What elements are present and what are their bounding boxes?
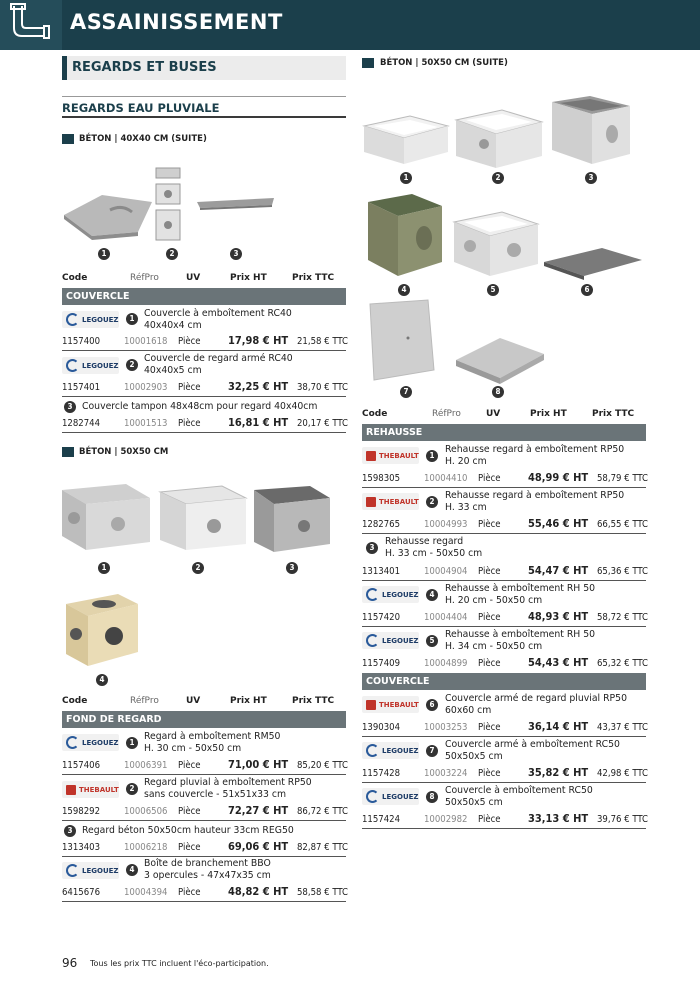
product-code: 1390304 [362, 722, 401, 733]
row-number: 3 [366, 542, 378, 554]
row-number: 3 [64, 401, 76, 413]
product-refpro: 10004410 [424, 473, 468, 484]
product-uv: Pièce [478, 722, 501, 733]
row-number: 4 [426, 589, 438, 601]
price-ttc: 86,72 € TTC [297, 806, 349, 817]
product-uv: Pièce [178, 336, 201, 347]
col-prix-ht: Prix HT [530, 409, 567, 419]
row-number: 3 [64, 825, 76, 837]
row-number: 6 [426, 699, 438, 711]
divider [62, 96, 346, 97]
brand-logo-legouez: LEGOUEZ [362, 586, 419, 603]
regard-rp50-image [160, 486, 246, 550]
image-number: 2 [192, 562, 204, 574]
row-number: 2 [126, 783, 138, 795]
product-uv: Pièce [178, 382, 201, 393]
row-divider [362, 828, 646, 829]
product-description: Rehausse à emboîtement RH 50 H. 34 cm - 50x50 cm [445, 629, 596, 652]
product-description: Couvercle armé à emboîtement RC50 50x50x5 cm [445, 739, 620, 762]
product-description: Regard béton 50x50cm hauteur 33cm REG50 [82, 825, 294, 836]
row-divider [362, 487, 646, 488]
product-description: Couvercle à emboîtement RC50 50x50x5 cm [445, 785, 593, 808]
brand-logo-legouez: LEGOUEZ [362, 632, 419, 649]
col-refpro: RéfPro [130, 273, 159, 283]
image-number: 1 [98, 562, 110, 574]
product-uv: Pièce [478, 473, 501, 484]
price-ttc: 65,32 € TTC [597, 658, 649, 669]
price-ttc: 85,20 € TTC [297, 760, 349, 771]
price-ht: 48,93 € HT [528, 610, 589, 623]
price-ht: 71,00 € HT [228, 758, 289, 771]
row-number: 4 [126, 864, 138, 876]
price-ht: 54,47 € HT [528, 564, 589, 577]
col-prix-ht: Prix HT [230, 273, 267, 283]
rehausse-reg-image [552, 96, 630, 164]
product-code: 1598305 [362, 473, 401, 484]
price-ttc: 20,17 € TTC [297, 418, 349, 429]
block-title-beton-50x50-suite: BÉTON | 50X50 CM (SUITE) [380, 58, 508, 68]
product-description: Couvercle à emboîtement RC40 40x40x4 cm [144, 308, 292, 331]
regard-rm50-image [62, 484, 150, 550]
price-ht: 48,99 € HT [528, 471, 589, 484]
image-number: 2 [492, 172, 504, 184]
price-ht: 33,13 € HT [528, 812, 589, 825]
price-ttc: 42,98 € TTC [597, 768, 649, 779]
product-code: 1157409 [362, 658, 401, 669]
product-code: 1282744 [62, 418, 101, 429]
image-number: 3 [286, 562, 298, 574]
product-uv: Pièce [478, 814, 501, 825]
category-bar-couvercle: COUVERCLE [362, 673, 646, 690]
couvercle-rc50-image [456, 338, 544, 384]
product-uv: Pièce [178, 806, 201, 817]
col-refpro: RéfPro [432, 409, 461, 419]
couvercle-rp50-image [544, 248, 642, 280]
product-uv: Pièce [178, 842, 201, 853]
col-code: Code [62, 273, 88, 283]
price-ht: 55,46 € HT [528, 517, 589, 530]
divider [62, 116, 346, 118]
image-number: 8 [492, 386, 504, 398]
row-divider [62, 350, 346, 351]
col-code: Code [62, 696, 88, 706]
price-ttc: 82,87 € TTC [297, 842, 349, 853]
row-number: 1 [126, 737, 138, 749]
product-code: 1157406 [62, 760, 101, 771]
category-bar-couvercle: COUVERCLE [62, 288, 346, 305]
product-code: 1157401 [62, 382, 101, 393]
product-code: 1157420 [362, 612, 401, 623]
image-number: 7 [400, 386, 412, 398]
block-title-beton-50x50: BÉTON | 50X50 CM [79, 447, 169, 457]
product-refpro: 10004993 [424, 519, 468, 530]
product-description: Rehausse à emboîtement RH 50 H. 20 cm - 50x50 cm [445, 583, 596, 606]
product-uv: Pièce [478, 658, 501, 669]
price-ttc: 43,37 € TTC [597, 722, 649, 733]
brand-logo-legouez: LEGOUEZ [62, 734, 119, 751]
product-code: 1598292 [62, 806, 101, 817]
product-description: Rehausse regard à emboîtement RP50 H. 20 cm [445, 444, 625, 467]
row-number: 2 [426, 496, 438, 508]
price-ht: 48,82 € HT [228, 885, 289, 898]
product-uv: Pièce [178, 887, 201, 898]
regard-reg50-image [254, 486, 330, 552]
pipe-icon [0, 0, 62, 50]
price-ht: 35,82 € HT [528, 766, 589, 779]
product-description: Couvercle de regard armé RC40 40x40x5 cm [144, 353, 293, 376]
brand-logo-thebault: THEBAULT [62, 781, 119, 798]
product-description: Couvercle armé de regard pluvial RP50 60x60 cm [445, 693, 627, 716]
image-number: 5 [487, 284, 499, 296]
price-ht: 32,25 € HT [228, 380, 289, 393]
price-ttc: 39,76 € TTC [597, 814, 649, 825]
product-uv: Pièce [478, 566, 501, 577]
product-refpro: 10002903 [124, 382, 168, 393]
brand-logo-thebault: THEBAULT [362, 696, 419, 713]
block-marker [362, 58, 374, 68]
cover-rc40-image [64, 195, 152, 240]
col-prix-ttc: Prix TTC [292, 696, 335, 706]
product-description: Boîte de branchement BBO 3 opercules - 47x47x35 cm [144, 858, 271, 881]
product-refpro: 10006391 [124, 760, 168, 771]
image-number: 2 [166, 248, 178, 260]
col-uv: UV [186, 273, 201, 283]
col-uv: UV [186, 696, 201, 706]
product-uv: Pièce [178, 760, 201, 771]
product-images-beton-50x50-suite [362, 90, 646, 400]
row-divider [362, 736, 646, 737]
col-prix-ttc: Prix TTC [592, 409, 635, 419]
block-marker [62, 447, 74, 457]
col-code: Code [362, 409, 388, 419]
subtitle-regards-eau-pluviale: REGARDS EAU PLUVIALE [62, 101, 220, 115]
product-refpro: 10004394 [124, 887, 168, 898]
row-divider [62, 774, 346, 775]
product-refpro: 10006218 [124, 842, 168, 853]
product-description: Rehausse regard H. 33 cm - 50x50 cm [385, 536, 483, 559]
product-description: Rehausse regard à emboîtement RP50 H. 33 cm [445, 490, 625, 513]
product-code: 1157424 [362, 814, 401, 825]
image-number: 3 [230, 248, 242, 260]
price-ttc: 66,55 € TTC [597, 519, 649, 530]
product-refpro: 10003253 [424, 722, 468, 733]
price-ttc: 58,58 € TTC [297, 887, 349, 898]
row-divider [62, 856, 346, 857]
product-code: 6415676 [62, 887, 101, 898]
product-refpro: 10001618 [124, 336, 168, 347]
product-refpro: 10003224 [424, 768, 468, 779]
boite-branchement-image [66, 594, 138, 666]
product-uv: Pièce [478, 612, 501, 623]
product-refpro: 10004904 [424, 566, 468, 577]
category-bar-rehausse: REHAUSSE [362, 424, 646, 441]
rehausse-rh20-image [368, 194, 442, 276]
section-title: REGARDS ET BUSES [72, 60, 217, 75]
brand-logo-thebault: THEBAULT [362, 493, 419, 510]
col-prix-ttc: Prix TTC [292, 273, 335, 283]
row-number: 1 [126, 313, 138, 325]
product-uv: Pièce [178, 418, 201, 429]
price-ht: 17,98 € HT [228, 334, 289, 347]
product-images-beton-40x40 [62, 160, 346, 260]
product-description: Regard pluvial à emboîtement RP50 sans couvercle - 51x51x33 cm [144, 777, 312, 800]
product-code: 1157400 [62, 336, 101, 347]
price-ht: 69,06 € HT [228, 840, 289, 853]
row-number: 5 [426, 635, 438, 647]
product-refpro: 10001513 [124, 418, 168, 429]
image-number: 6 [581, 284, 593, 296]
image-number: 1 [400, 172, 412, 184]
product-refpro: 10004899 [424, 658, 468, 669]
product-refpro: 10002982 [424, 814, 468, 825]
row-number: 8 [426, 791, 438, 803]
product-description: Couvercle tampon 48x48cm pour regard 40x40cm [82, 401, 318, 412]
brand-logo-legouez: LEGOUEZ [62, 311, 119, 328]
product-code: 1157428 [362, 768, 401, 779]
rehausse-20-image [364, 116, 448, 164]
row-divider [62, 432, 346, 433]
row-number: 1 [426, 450, 438, 462]
col-refpro: RéfPro [130, 696, 159, 706]
row-divider [362, 533, 646, 534]
brand-logo-legouez: LEGOUEZ [362, 742, 419, 759]
rehausse-33-image [456, 110, 542, 168]
product-description: Regard à emboîtement RM50 H. 30 cm - 50x50 cm [144, 731, 281, 754]
price-ttc: 65,36 € TTC [597, 566, 649, 577]
price-ht: 72,27 € HT [228, 804, 289, 817]
product-code: 1313401 [362, 566, 401, 577]
col-prix-ht: Prix HT [230, 696, 267, 706]
row-divider [362, 626, 646, 627]
product-code: 1313403 [62, 842, 101, 853]
price-ht: 54,43 € HT [528, 656, 589, 669]
brand-logo-thebault: THEBAULT [362, 447, 419, 464]
brand-logo-legouez: LEGOUEZ [62, 862, 119, 879]
row-divider [62, 396, 346, 397]
image-number: 4 [398, 284, 410, 296]
product-uv: Pièce [478, 519, 501, 530]
row-number: 7 [426, 745, 438, 757]
price-ttc: 58,72 € TTC [597, 612, 649, 623]
rehausse-rh34-image [454, 212, 538, 276]
product-refpro: 10004404 [424, 612, 468, 623]
price-ttc: 38,70 € TTC [297, 382, 349, 393]
cover-tampon-image [197, 198, 274, 210]
price-ht: 16,81 € HT [228, 416, 289, 429]
exploded-regard-image [156, 168, 180, 240]
product-images-beton-50x50 [62, 478, 346, 678]
image-number: 4 [96, 674, 108, 686]
category-bar-fond-de-regard: FOND DE REGARD [62, 711, 346, 728]
col-uv: UV [486, 409, 501, 419]
product-code: 1282765 [362, 519, 401, 530]
block-title-beton-40x40: BÉTON | 40X40 CM (SUITE) [79, 134, 207, 144]
couvercle-rc50-arme-image [370, 300, 434, 380]
page-number: 96 [62, 956, 78, 970]
brand-logo-legouez: LEGOUEZ [362, 788, 419, 805]
product-uv: Pièce [478, 768, 501, 779]
footer-note: Tous les prix TTC incluent l'éco-participation. [90, 959, 269, 968]
row-divider [362, 580, 646, 581]
brand-logo-legouez: LEGOUEZ [62, 357, 119, 374]
row-number: 2 [126, 359, 138, 371]
row-divider [62, 820, 346, 821]
price-ht: 36,14 € HT [528, 720, 589, 733]
product-refpro: 10006506 [124, 806, 168, 817]
image-number: 1 [98, 248, 110, 260]
block-marker [62, 134, 74, 144]
row-divider [62, 901, 346, 902]
page-title: ASSAINISSEMENT [70, 10, 283, 34]
price-ttc: 21,58 € TTC [297, 336, 349, 347]
row-divider [362, 782, 646, 783]
price-ttc: 58,79 € TTC [597, 473, 649, 484]
image-number: 3 [585, 172, 597, 184]
